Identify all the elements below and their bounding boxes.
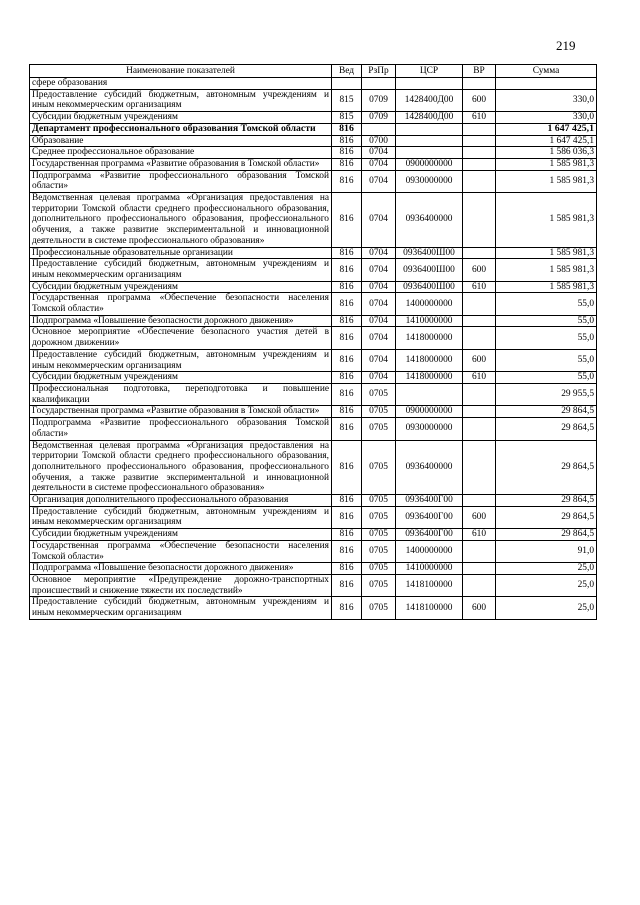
cell-name: Ведомственная целевая программа «Организация предоставления на территории Томской области среднего профессионального образования, дополнительного профессионального образования, профессионального обучения, а также развитие экспериментальной и инновационной деятельности в системе профессионального образования» — [30, 440, 332, 495]
cell-vr — [463, 158, 496, 170]
cell-vr: 600 — [463, 89, 496, 111]
cell-name: сфере образования — [30, 78, 332, 90]
cell-vr — [463, 383, 496, 405]
cell-sum: 330,0 — [496, 89, 597, 111]
cell-vr: 610 — [463, 112, 496, 124]
cell-rzpr: 0704 — [362, 170, 396, 192]
header-name: Наименование показателей — [30, 65, 332, 78]
cell-name: Организация дополнительного профессионального образования — [30, 495, 332, 507]
cell-name: Образование — [30, 135, 332, 147]
cell-rzpr: 0704 — [362, 349, 396, 371]
cell-vr — [463, 406, 496, 418]
table-row — [30, 597, 597, 619]
cell-ved: 816 — [332, 406, 362, 418]
cell-vr — [463, 135, 496, 147]
budget-table — [29, 64, 597, 620]
table-row — [30, 193, 597, 248]
cell-rzpr: 0704 — [362, 147, 396, 159]
cell-vr — [463, 123, 496, 135]
cell-sum: 1 585 981,3 — [496, 247, 597, 259]
cell-sum: 29 864,5 — [496, 506, 597, 528]
cell-name: Профессиональная подготовка, переподготовка и повышение квалификации — [30, 383, 332, 405]
cell-vr — [463, 574, 496, 596]
cell-csr — [396, 147, 463, 159]
cell-rzpr: 0704 — [362, 315, 396, 327]
cell-ved: 816 — [332, 597, 362, 619]
cell-ved: 816 — [332, 327, 362, 349]
table-row — [30, 529, 597, 541]
header-vr: ВР — [463, 65, 496, 78]
table-row — [30, 315, 597, 327]
cell-name: Подпрограмма «Развитие профессионального образования Томской области» — [30, 418, 332, 440]
cell-csr: 1418000000 — [396, 327, 463, 349]
cell-name: Предоставление субсидий бюджетным, автономным учреждениям и иным некоммерческим организациям — [30, 597, 332, 619]
cell-name: Государственная программа «Развитие образования в Томской области» — [30, 158, 332, 170]
cell-rzpr: 0705 — [362, 440, 396, 495]
cell-rzpr: 0704 — [362, 259, 396, 281]
cell-sum: 29 864,5 — [496, 406, 597, 418]
cell-vr: 600 — [463, 597, 496, 619]
cell-rzpr: 0705 — [362, 574, 396, 596]
cell-name: Предоставление субсидий бюджетным, автономным учреждениям и иным некоммерческим организациям — [30, 349, 332, 371]
cell-sum: 1 586 036,3 — [496, 147, 597, 159]
cell-sum: 91,0 — [496, 540, 597, 562]
table-row — [30, 247, 597, 259]
cell-vr — [463, 563, 496, 575]
cell-ved: 816 — [332, 123, 362, 135]
table-row — [30, 123, 597, 135]
cell-vr — [463, 495, 496, 507]
cell-csr: 0936400000 — [396, 193, 463, 248]
table-row — [30, 147, 597, 159]
cell-vr — [463, 170, 496, 192]
table-row — [30, 281, 597, 293]
cell-name: Ведомственная целевая программа «Организация предоставления на территории Томской области среднего профессионального образования, дополнительного профессионального образования, профессионального обучения, а также развитие экспериментальной и инновационной деятельности в системе профессионального образования» — [30, 193, 332, 248]
table-row — [30, 506, 597, 528]
cell-csr: 1410000000 — [396, 563, 463, 575]
cell-vr — [463, 315, 496, 327]
cell-vr: 600 — [463, 349, 496, 371]
cell-name: Подпрограмма «Развитие профессионального образования Томской области» — [30, 170, 332, 192]
cell-sum: 1 585 981,3 — [496, 158, 597, 170]
cell-name: Среднее профессиональное образование — [30, 147, 332, 159]
cell-csr: 1410000000 — [396, 315, 463, 327]
cell-sum: 1 585 981,3 — [496, 170, 597, 192]
cell-csr: 1400000000 — [396, 293, 463, 315]
cell-name: Субсидии бюджетным учреждениям — [30, 529, 332, 541]
cell-rzpr: 0700 — [362, 135, 396, 147]
table-row — [30, 112, 597, 124]
cell-vr — [463, 247, 496, 259]
cell-vr — [463, 147, 496, 159]
cell-csr: 0936400Ш00 — [396, 281, 463, 293]
cell-sum: 55,0 — [496, 327, 597, 349]
cell-csr — [396, 78, 463, 90]
cell-name: Подпрограмма «Повышение безопасности дорожного движения» — [30, 315, 332, 327]
header-rzpr: РзПр — [362, 65, 396, 78]
table-row — [30, 563, 597, 575]
cell-sum: 29 864,5 — [496, 495, 597, 507]
header-csr: ЦСР — [396, 65, 463, 78]
cell-csr: 0930000000 — [396, 418, 463, 440]
cell-ved: 816 — [332, 315, 362, 327]
cell-rzpr: 0705 — [362, 383, 396, 405]
cell-vr: 610 — [463, 372, 496, 384]
cell-ved: 816 — [332, 170, 362, 192]
cell-name: Субсидии бюджетным учреждениям — [30, 281, 332, 293]
page-number: 219 — [556, 38, 576, 53]
cell-csr: 1428400Д00 — [396, 112, 463, 124]
cell-rzpr: 0705 — [362, 495, 396, 507]
cell-csr: 0930000000 — [396, 170, 463, 192]
table-row — [30, 383, 597, 405]
cell-sum: 25,0 — [496, 597, 597, 619]
cell-name: Субсидии бюджетным учреждениям — [30, 112, 332, 124]
cell-ved: 816 — [332, 574, 362, 596]
cell-sum: 1 647 425,1 — [496, 135, 597, 147]
cell-rzpr: 0709 — [362, 112, 396, 124]
cell-sum: 29 955,5 — [496, 383, 597, 405]
table-row — [30, 349, 597, 371]
cell-rzpr: 0705 — [362, 597, 396, 619]
cell-name: Предоставление субсидий бюджетным, автономным учреждениям и иным некоммерческим организациям — [30, 506, 332, 528]
cell-name: Предоставление субсидий бюджетным, автономным учреждениям и иным некоммерческим организациям — [30, 89, 332, 111]
table-row — [30, 406, 597, 418]
cell-csr — [396, 123, 463, 135]
cell-vr: 600 — [463, 259, 496, 281]
cell-rzpr: 0704 — [362, 193, 396, 248]
cell-ved: 816 — [332, 495, 362, 507]
table-row — [30, 78, 597, 90]
cell-csr: 1418100000 — [396, 574, 463, 596]
cell-vr — [463, 418, 496, 440]
cell-sum: 29 864,5 — [496, 529, 597, 541]
cell-sum: 25,0 — [496, 574, 597, 596]
cell-sum — [496, 78, 597, 90]
cell-csr: 1418100000 — [396, 597, 463, 619]
cell-ved: 815 — [332, 112, 362, 124]
cell-ved: 816 — [332, 540, 362, 562]
cell-rzpr — [362, 78, 396, 90]
cell-ved: 816 — [332, 383, 362, 405]
header-sum: Сумма — [496, 65, 597, 78]
cell-sum: 55,0 — [496, 315, 597, 327]
cell-rzpr: 0709 — [362, 89, 396, 111]
cell-name: Профессиональные образовательные организации — [30, 247, 332, 259]
table-row — [30, 158, 597, 170]
cell-vr: 600 — [463, 506, 496, 528]
cell-ved: 816 — [332, 147, 362, 159]
cell-sum: 1 585 981,3 — [496, 193, 597, 248]
cell-ved: 816 — [332, 372, 362, 384]
cell-csr: 0900000000 — [396, 158, 463, 170]
cell-vr — [463, 78, 496, 90]
cell-ved — [332, 78, 362, 90]
cell-rzpr: 0705 — [362, 418, 396, 440]
cell-csr — [396, 135, 463, 147]
cell-name: Основное мероприятие «Предупреждение дорожно-транспортных происшествий и снижение тяжести их последствий» — [30, 574, 332, 596]
cell-ved: 816 — [332, 259, 362, 281]
cell-rzpr: 0705 — [362, 406, 396, 418]
cell-ved: 816 — [332, 529, 362, 541]
cell-ved: 816 — [332, 281, 362, 293]
cell-csr: 0936400Ш00 — [396, 259, 463, 281]
cell-vr — [463, 193, 496, 248]
cell-rzpr: 0704 — [362, 372, 396, 384]
cell-rzpr: 0705 — [362, 506, 396, 528]
cell-ved: 816 — [332, 293, 362, 315]
header-ved: Вед — [332, 65, 362, 78]
cell-ved: 816 — [332, 349, 362, 371]
table-row — [30, 89, 597, 111]
cell-rzpr: 0705 — [362, 540, 396, 562]
cell-rzpr: 0704 — [362, 281, 396, 293]
cell-csr — [396, 383, 463, 405]
cell-sum: 25,0 — [496, 563, 597, 575]
cell-sum: 55,0 — [496, 293, 597, 315]
cell-rzpr: 0704 — [362, 327, 396, 349]
cell-vr — [463, 293, 496, 315]
cell-ved: 816 — [332, 135, 362, 147]
cell-sum: 55,0 — [496, 372, 597, 384]
cell-rzpr: 0704 — [362, 293, 396, 315]
table-row — [30, 540, 597, 562]
cell-name: Государственная программа «Обеспечение безопасности населения Томской области» — [30, 293, 332, 315]
cell-ved: 816 — [332, 440, 362, 495]
cell-name: Субсидии бюджетным учреждениям — [30, 372, 332, 384]
cell-csr: 0936400Г00 — [396, 529, 463, 541]
table-row — [30, 259, 597, 281]
cell-ved: 816 — [332, 158, 362, 170]
cell-csr: 0936400Ш00 — [396, 247, 463, 259]
cell-ved: 816 — [332, 506, 362, 528]
cell-ved: 816 — [332, 418, 362, 440]
cell-vr: 610 — [463, 529, 496, 541]
cell-sum: 29 864,5 — [496, 440, 597, 495]
cell-vr — [463, 540, 496, 562]
cell-rzpr: 0705 — [362, 529, 396, 541]
table-row — [30, 574, 597, 596]
cell-csr: 1400000000 — [396, 540, 463, 562]
table-header-row — [30, 65, 597, 78]
cell-csr: 1418000000 — [396, 349, 463, 371]
cell-csr: 0936400Г00 — [396, 506, 463, 528]
cell-name: Государственная программа «Развитие образования в Томской области» — [30, 406, 332, 418]
table-row — [30, 418, 597, 440]
cell-name: Департамент профессионального образования Томской области — [30, 123, 332, 135]
table-row — [30, 170, 597, 192]
cell-rzpr: 0704 — [362, 158, 396, 170]
table-row — [30, 327, 597, 349]
cell-name: Подпрограмма «Повышение безопасности дорожного движения» — [30, 563, 332, 575]
cell-rzpr — [362, 123, 396, 135]
cell-csr: 0900000000 — [396, 406, 463, 418]
cell-rzpr: 0704 — [362, 247, 396, 259]
table-row — [30, 372, 597, 384]
cell-vr: 610 — [463, 281, 496, 293]
cell-csr: 1418000000 — [396, 372, 463, 384]
table-row — [30, 495, 597, 507]
cell-name: Государственная программа «Обеспечение безопасности населения Томской области» — [30, 540, 332, 562]
cell-ved: 816 — [332, 247, 362, 259]
cell-vr — [463, 327, 496, 349]
table-row — [30, 440, 597, 495]
cell-sum: 1 585 981,3 — [496, 281, 597, 293]
cell-sum: 29 864,5 — [496, 418, 597, 440]
cell-vr — [463, 440, 496, 495]
cell-sum: 55,0 — [496, 349, 597, 371]
cell-sum: 330,0 — [496, 112, 597, 124]
cell-name: Предоставление субсидий бюджетным, автономным учреждениям и иным некоммерческим организациям — [30, 259, 332, 281]
table-row — [30, 293, 597, 315]
cell-sum: 1 585 981,3 — [496, 259, 597, 281]
cell-sum: 1 647 425,1 — [496, 123, 597, 135]
cell-name: Основное мероприятие «Обеспечение безопасного участия детей в дорожном движении» — [30, 327, 332, 349]
cell-csr: 0936400000 — [396, 440, 463, 495]
cell-ved: 815 — [332, 89, 362, 111]
cell-rzpr: 0705 — [362, 563, 396, 575]
table-row — [30, 135, 597, 147]
cell-ved: 816 — [332, 193, 362, 248]
cell-ved: 816 — [332, 563, 362, 575]
cell-csr: 0936400Г00 — [396, 495, 463, 507]
cell-csr: 1428400Д00 — [396, 89, 463, 111]
